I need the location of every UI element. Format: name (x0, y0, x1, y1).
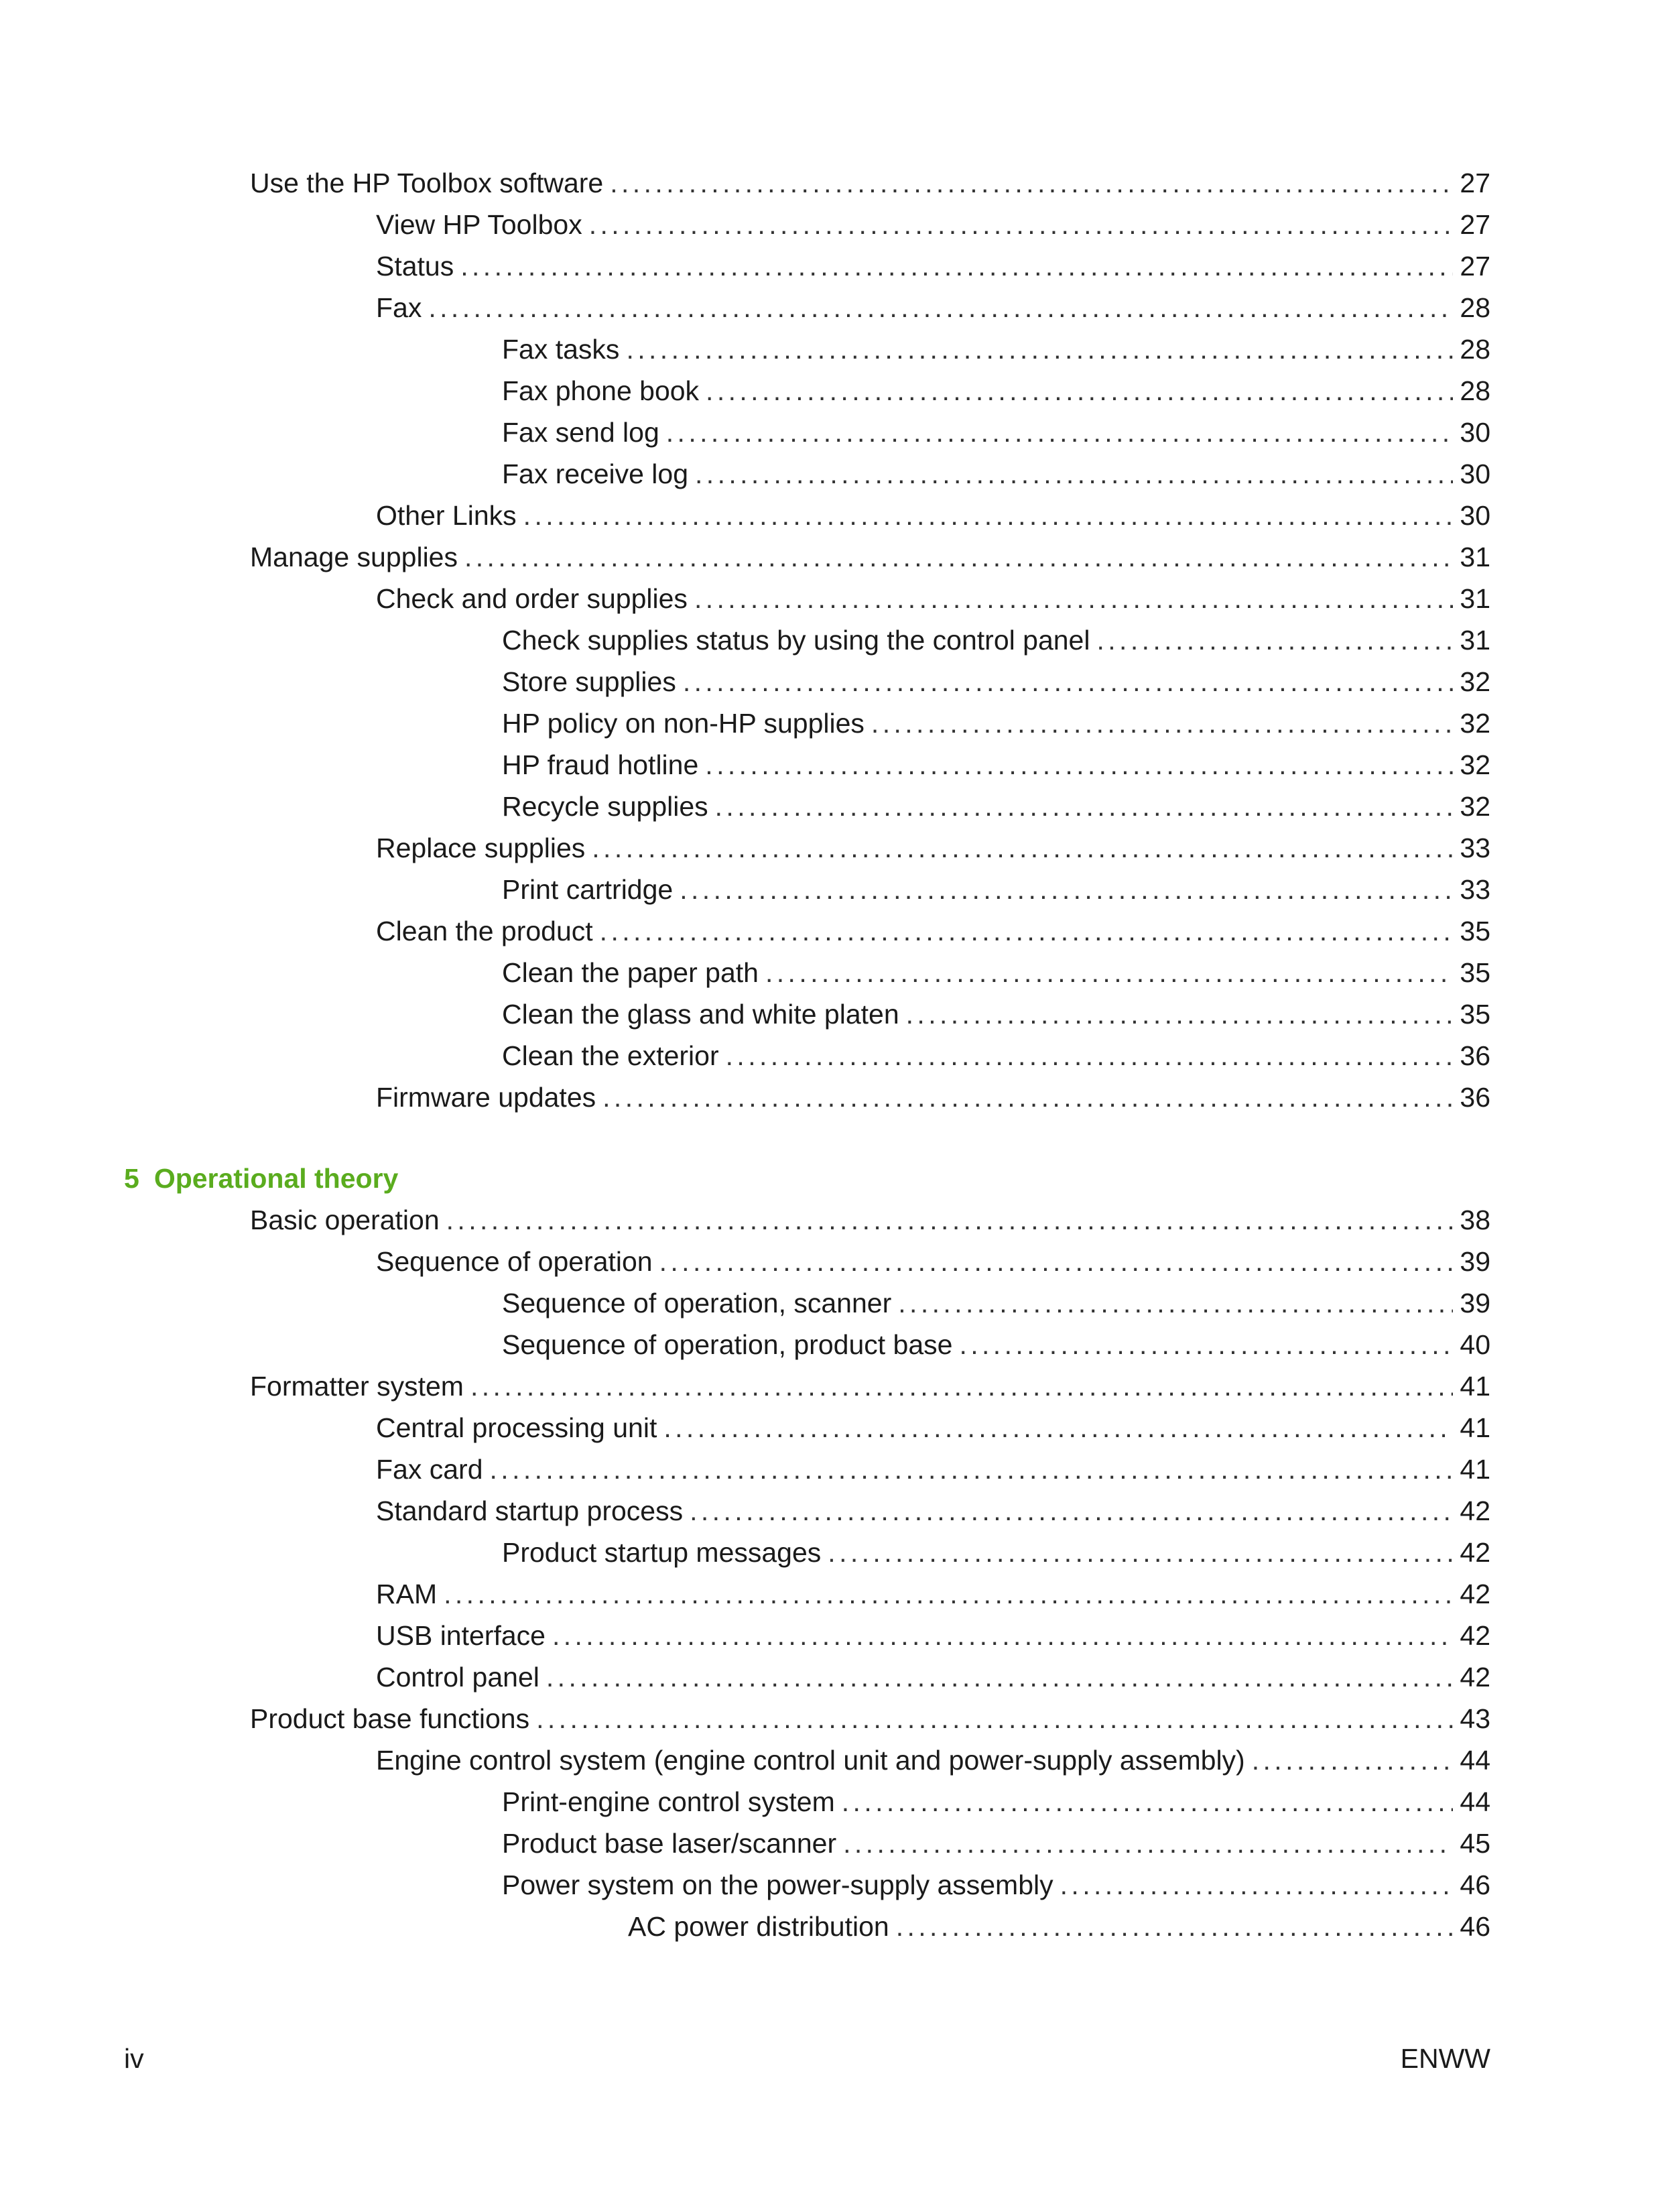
toc-entry[interactable] (250, 1199, 1490, 1241)
toc-leader (552, 1615, 1453, 1656)
toc-leader (610, 162, 1453, 204)
toc-entry-title: Sequence of operation, scanner (502, 1288, 892, 1318)
toc-entry-title: Fax card (376, 1454, 483, 1485)
toc-entry-page: 44 (1460, 1786, 1490, 1817)
toc-entry-title: Product base functions (250, 1703, 530, 1734)
footer-label: ENWW (1400, 2043, 1490, 2074)
toc-leader (600, 910, 1454, 952)
toc-entry-page: 36 (1460, 1082, 1490, 1113)
toc-entry[interactable] (502, 744, 1490, 786)
toc-leader (765, 952, 1453, 993)
toc-entry[interactable] (628, 1906, 1490, 1947)
toc-leader (666, 412, 1454, 453)
toc-entry-page: 28 (1460, 375, 1490, 406)
toc-entry-page: 28 (1460, 292, 1490, 323)
toc-leader (470, 1365, 1453, 1407)
toc-entry[interactable] (376, 1077, 1490, 1118)
toc-entry-title: Fax send log (502, 417, 659, 448)
toc-entry[interactable] (502, 869, 1490, 910)
toc-entry-page: 43 (1460, 1703, 1490, 1734)
toc-leader (536, 1698, 1453, 1739)
toc-entry-title: HP fraud hotline (502, 749, 699, 780)
toc-entry[interactable] (250, 536, 1490, 578)
toc-entry-page: 46 (1460, 1911, 1490, 1942)
toc-entry[interactable] (376, 1407, 1490, 1449)
toc-leader (1252, 1739, 1454, 1781)
toc-entry-title: Print cartridge (502, 874, 674, 905)
toc-leader (1060, 1864, 1454, 1906)
toc-entry-page: 42 (1460, 1620, 1490, 1651)
toc-entry-title: Other Links (376, 500, 517, 531)
toc-entry[interactable] (502, 1035, 1490, 1077)
toc-entry-page: 45 (1460, 1828, 1490, 1859)
toc-entry-title: Engine control system (engine control unit and power-supply assembly) (376, 1745, 1245, 1776)
toc-entry-title: Clean the paper path (502, 957, 759, 988)
toc-entry-title: Clean the product (376, 916, 593, 946)
toc-leader (871, 702, 1453, 744)
toc-leader (464, 536, 1453, 578)
toc-entry[interactable] (376, 1739, 1490, 1781)
toc-leader (705, 744, 1453, 786)
toc-entry-page: 33 (1460, 833, 1490, 863)
toc-entry-title: AC power distribution (628, 1911, 889, 1942)
page-number: iv (124, 2043, 144, 2074)
toc-entry-title: Standard startup process (376, 1495, 684, 1526)
toc-entry-title: Formatter system (250, 1371, 464, 1402)
toc-entry[interactable] (250, 162, 1490, 204)
toc-entry-page: 39 (1460, 1246, 1490, 1277)
toc-entry-title: Status (376, 251, 454, 282)
toc-entry-title: Sequence of operation, product base (502, 1329, 953, 1360)
toc-entry-title: Power system on the power-supply assembly (502, 1869, 1053, 1900)
toc-entry[interactable] (376, 578, 1490, 619)
toc-entry[interactable] (502, 952, 1490, 993)
toc-entry-title: Use the HP Toolbox software (250, 168, 604, 198)
toc-leader (906, 993, 1454, 1035)
toc-entry-title: Fax receive log (502, 458, 689, 489)
toc-entry-title: Basic operation (250, 1205, 440, 1235)
toc-entry-page: 42 (1460, 1662, 1490, 1693)
toc-entry[interactable] (250, 1698, 1490, 1739)
toc-entry-title: USB interface (376, 1620, 546, 1651)
toc-entry[interactable] (502, 1823, 1490, 1864)
toc-entry-page: 41 (1460, 1412, 1490, 1443)
chapter-title: Operational theory (153, 1163, 399, 1194)
toc-entry-page: 32 (1460, 708, 1490, 739)
toc-entry[interactable] (502, 328, 1490, 370)
toc-entry-page: 30 (1460, 458, 1490, 489)
toc-leader (690, 1490, 1453, 1532)
toc-leader (680, 869, 1453, 910)
toc-leader (843, 1823, 1453, 1864)
toc-entry-title: Fax (376, 292, 422, 323)
toc-entry-title: Recycle supplies (502, 791, 708, 822)
toc-entry-title: Control panel (376, 1662, 539, 1693)
toc-leader (626, 328, 1453, 370)
toc-entry[interactable] (502, 1532, 1490, 1573)
toc-entry[interactable] (502, 1781, 1490, 1823)
toc-entry-title: Store supplies (502, 666, 676, 697)
toc-leader (663, 1407, 1453, 1449)
toc-entry-title: Clean the exterior (502, 1040, 719, 1071)
toc-entry-title: Print-engine control system (502, 1786, 835, 1817)
toc-entry-page: 41 (1460, 1454, 1490, 1485)
toc-leader (828, 1532, 1453, 1573)
toc-entry-page: 31 (1460, 625, 1490, 656)
toc-entry-page: 35 (1460, 999, 1490, 1030)
toc-leader (523, 495, 1454, 536)
toc-entry[interactable] (376, 1241, 1490, 1282)
toc-entry-title: Firmware updates (376, 1082, 596, 1113)
toc-entry-page: 27 (1460, 251, 1490, 282)
toc-leader (683, 661, 1454, 702)
toc-entry-page: 31 (1460, 542, 1490, 572)
toc-entry[interactable] (502, 661, 1490, 702)
toc-leader (896, 1906, 1454, 1947)
toc-entry[interactable] (502, 453, 1490, 495)
toc-entry-title: Check and order supplies (376, 583, 688, 614)
toc-entry[interactable] (376, 204, 1490, 245)
toc-entry[interactable] (376, 827, 1490, 869)
toc-entry-page: 44 (1460, 1745, 1490, 1776)
toc-entry[interactable] (376, 245, 1490, 287)
toc-leader (428, 287, 1453, 328)
toc-entry-page: 30 (1460, 500, 1490, 531)
toc-entry-page: 42 (1460, 1537, 1490, 1568)
toc-entry[interactable] (502, 702, 1490, 744)
toc-entry-title: HP policy on non-HP supplies (502, 708, 865, 739)
toc-entry-page: 42 (1460, 1579, 1490, 1609)
toc-entry-page: 31 (1460, 583, 1490, 614)
toc-entry-title: Sequence of operation (376, 1246, 653, 1277)
toc-leader (444, 1573, 1453, 1615)
toc-entry[interactable] (376, 1656, 1490, 1698)
toc-leader (959, 1324, 1453, 1365)
toc-entry[interactable] (250, 1365, 1490, 1407)
toc-entry-page: 32 (1460, 791, 1490, 822)
toc-entry[interactable] (376, 495, 1490, 536)
toc-leader (842, 1781, 1454, 1823)
toc-entry[interactable] (376, 1573, 1490, 1615)
toc-leader (706, 370, 1453, 412)
toc-entry-title: View HP Toolbox (376, 209, 582, 240)
toc-leader (589, 204, 1454, 245)
toc-entry-page: 27 (1460, 168, 1490, 198)
toc-entry-title: Fax tasks (502, 334, 620, 365)
toc-entry-page: 42 (1460, 1495, 1490, 1526)
toc-leader (694, 578, 1453, 619)
toc-entry[interactable] (502, 786, 1490, 827)
toc-entry[interactable] (376, 1449, 1490, 1490)
toc-leader (446, 1199, 1454, 1241)
toc-entry-title: Replace supplies (376, 833, 586, 863)
toc-entry-page: 46 (1460, 1869, 1490, 1900)
toc-entry-page: 32 (1460, 666, 1490, 697)
toc-entry[interactable] (502, 619, 1490, 661)
toc-entry-page: 33 (1460, 874, 1490, 905)
toc-entry-page: 35 (1460, 916, 1490, 946)
toc-entry[interactable] (502, 993, 1490, 1035)
toc-entry-page: 36 (1460, 1040, 1490, 1071)
toc-entry[interactable] (502, 1282, 1490, 1324)
toc-entry[interactable] (502, 370, 1490, 412)
toc-entry[interactable] (376, 910, 1490, 952)
toc-leader (726, 1035, 1454, 1077)
toc-entry-title: Clean the glass and white platen (502, 999, 899, 1030)
toc-entry[interactable] (376, 1615, 1490, 1656)
toc-entry[interactable] (376, 1490, 1490, 1532)
toc-entry-page: 30 (1460, 417, 1490, 448)
toc-entry-title: Product startup messages (502, 1537, 822, 1568)
toc-entry-page: 41 (1460, 1371, 1490, 1402)
toc-leader (695, 453, 1453, 495)
toc-leader (460, 245, 1453, 287)
toc-entry-title: Manage supplies (250, 542, 458, 572)
toc-leader (602, 1077, 1453, 1118)
toc-leader (715, 786, 1454, 827)
toc-leader (659, 1241, 1454, 1282)
toc-entry-page: 32 (1460, 749, 1490, 780)
toc-entry[interactable] (376, 287, 1490, 328)
toc-leader (898, 1282, 1453, 1324)
toc-entry[interactable] (502, 412, 1490, 453)
chapter-heading[interactable] (124, 1158, 398, 1199)
toc-entry-title: Check supplies status by using the control panel (502, 625, 1090, 656)
toc-leader (546, 1656, 1454, 1698)
toc-entry-page: 39 (1460, 1288, 1490, 1318)
toc-entry-page: 27 (1460, 209, 1490, 240)
toc-entry-title: RAM (376, 1579, 438, 1609)
toc-leader (592, 827, 1453, 869)
toc-entry-page: 28 (1460, 334, 1490, 365)
toc-entry[interactable] (502, 1864, 1490, 1906)
toc-entry-title: Central processing unit (376, 1412, 657, 1443)
toc-entry[interactable] (502, 1324, 1490, 1365)
toc-entry-page: 38 (1460, 1205, 1490, 1235)
toc-entry-title: Product base laser/scanner (502, 1828, 837, 1859)
toc-leader (1096, 619, 1453, 661)
toc-entry-page: 35 (1460, 957, 1490, 988)
toc-entry-page: 40 (1460, 1329, 1490, 1360)
chapter-number: 5 (124, 1163, 139, 1194)
toc-entry-title: Fax phone book (502, 375, 700, 406)
toc-leader (490, 1449, 1454, 1490)
